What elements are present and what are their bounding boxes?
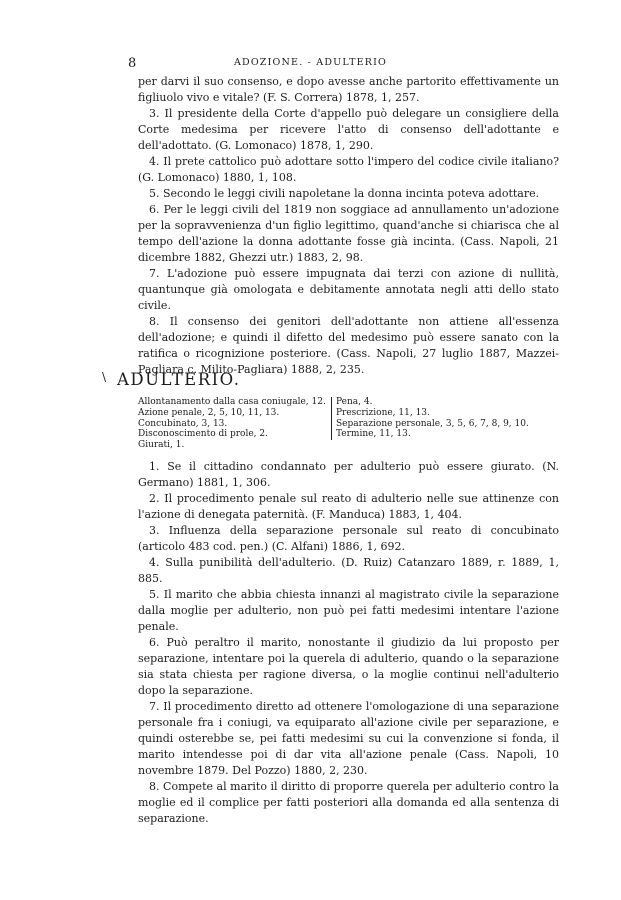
adulterio-entry-8: 8. Compete al marito il diritto di proporre querela per adulterio contro la moglie ed il complice per fatti posteriori alla domanda ed alla sentenza di separazione. bbox=[138, 780, 559, 825]
index-entry: Termine, 11, 13. bbox=[336, 429, 411, 440]
adozione-entry-3: 3. Il presidente della Corte d'appello può delegare un consigliere della Corte medesima per ricevere l'atto di consenso dell'adottante e dell'adottato. (G. Lomonaco) 1878, 1, 290. bbox=[138, 107, 559, 152]
section-title: ADULTERIO. bbox=[117, 370, 241, 389]
adulterio-entries bbox=[138, 459, 559, 827]
subject-index-right bbox=[331, 397, 564, 440]
adulterio-entry-5: 5. Il marito che abbia chiesta innanzi al magistrato civile la separazione dalla moglie per adulterio, non può pei fatti medesimi intentare l'azione penale. bbox=[138, 588, 559, 633]
adozione-entry-6: 6. Per le leggi civili del 1819 non soggiace ad annullamento un'adozione per la sopravvenienza d'un figlio legittimo, quand'anche si chiarisca che al tempo dell'azione la donna adottante fosse già incinta. (Cass. Napoli, 21 dicembre 1882, Ghezzi utr.) 1883, 2, 98. bbox=[138, 203, 559, 264]
adulterio-entry-3: 3. Influenza della separazione personale sul reato di concubinato (articolo 483 cod. pen.) (C. Alfani) 1886, 1, 692. bbox=[138, 524, 559, 553]
adozione-entry-7: 7. L'adozione può essere impugnata dai terzi con azione di nullità, quantunque già omologata e debitamente annotata negli atti dello stato civile. bbox=[138, 267, 559, 312]
adulterio-entry-2: 2. Il procedimento penale sul reato di adulterio nelle sue attinenze con l'azione di denegata paternità. (F. Manduca) 1883, 1, 404. bbox=[138, 492, 559, 521]
margin-mark: \ bbox=[102, 370, 107, 384]
index-entry: Giurati, 1. bbox=[138, 440, 185, 451]
index-entry: Disconoscimento di prole, 2. bbox=[138, 429, 268, 440]
page-number: 8 bbox=[128, 56, 137, 71]
adozione-entry-8: 8. Il consenso dei genitori dell'adottante non attiene all'essenza dell'adozione; e quindi il difetto del medesimo può essere sanato con la ratifica o ricognizione posteriore. (Cass. Napoli, 27 luglio 1887, Mazzei-Pagliara c. Milito-Pagliara) 1888, 2, 235. bbox=[138, 315, 559, 376]
index-entry: Separazione personale, 3, 5, 6, 7, 8, 9, 10. bbox=[336, 418, 529, 429]
adulterio-entry-7: 7. Il procedimento diretto ad ottenere l'omologazione di una separazione personale fra i coniugi, va equiparato all'azione civile per separazione, e quindi osterebbe se, pei fatti medesimi su cui la convenzione si fonda, il marito intendesse poi di dar vita all'azione penale (Cass. Napoli, 10 novembre 1879. Del Pozzo) 1880, 2, 230. bbox=[138, 700, 559, 777]
index-entry: Azione penale, 2, 5, 10, 11, 13. bbox=[138, 407, 280, 418]
index-entry: Pena, 4. bbox=[336, 397, 373, 407]
adulterio-entry-4: 4. Sulla punibilità dell'adulterio. (D. Ruiz) Catanzaro 1889, r. 1889, 1, 885. bbox=[138, 556, 559, 585]
subject-index-left bbox=[138, 397, 329, 451]
adozione-entry-continuation: per darvi il suo consenso, e dopo avesse anche partorito effettivamente un figliuolo vivo e vitale? (F. S. Correra) 1878, 1, 257. bbox=[138, 75, 559, 104]
adozione-entry-5: 5. Secondo le leggi civili napoletane la donna incinta poteva adottare. bbox=[149, 187, 540, 200]
adozione-entries bbox=[138, 74, 559, 378]
adulterio-entry-6: 6. Può peraltro il marito, nonostante il giudizio da lui proposto per separazione, intentare poi la querela di adulterio, quando o la separazione sia stata chiesta per ragione diversa, o la moglie continui nell'adulterio dopo la separazione. bbox=[138, 636, 559, 697]
adulterio-entry-1: 1. Se il cittadino condannato per adulterio può essere giurato. (N. Germano) 1881, 1, 306. bbox=[138, 460, 559, 489]
adozione-entry-4: 4. Il prete cattolico può adottare sotto l'impero del codice civile italiano? (G. Lomonaco) 1880, 1, 108. bbox=[138, 155, 559, 184]
index-entry: Prescrizione, 11, 13. bbox=[336, 407, 430, 418]
index-entry: Concubinato, 3, 13. bbox=[138, 418, 228, 429]
running-head: ADOZIONE. - ADULTERIO bbox=[233, 57, 388, 68]
index-entry: Allontanamento dalla casa coniugale, 12. bbox=[138, 397, 326, 407]
